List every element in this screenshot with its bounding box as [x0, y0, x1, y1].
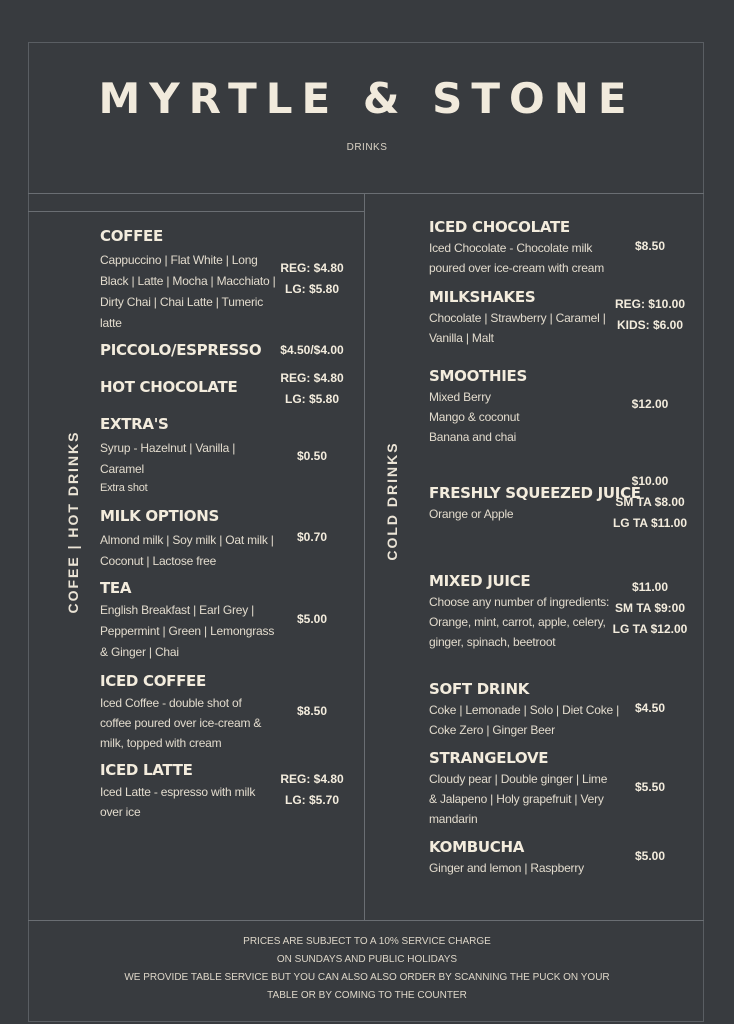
section-label-cold-drinks: COLD DRINKS [384, 441, 400, 561]
item-price: $5.00 [634, 849, 666, 863]
item-price: $4.50 [634, 701, 666, 715]
column-divider [364, 193, 365, 920]
item-desc-line: Ginger and lemon | Raspberry [429, 861, 584, 875]
item-name: SMOOTHIES [429, 367, 527, 385]
item-price: $5.00 [296, 612, 328, 626]
item-desc-line: Iced Chocolate - Chocolate milk [429, 241, 593, 255]
menu-item-iced-chocolate [429, 217, 604, 278]
menu-item-iced-coffee [100, 671, 261, 753]
item-desc-line: Coconut | Lactose free [100, 554, 217, 568]
item-price: REG: $4.80 LG: $5.80 [280, 261, 344, 296]
footer-line: ON SUNDAYS AND PUBLIC HOLIDAYS [276, 954, 458, 965]
header-divider [28, 193, 704, 194]
item-desc-line: mandarin [429, 812, 478, 826]
item-desc-line: Iced Latte - espresso with milk [100, 785, 256, 799]
footer-notice [0, 933, 734, 1005]
item-price: $5.50 [634, 780, 666, 794]
item-name: TEA [100, 579, 132, 597]
item-name: EXTRA'S [100, 415, 169, 433]
item-name: PICCOLO/ESPRESSO [100, 341, 262, 359]
menu-item-soft-drink [429, 679, 619, 740]
item-desc-line: Orange, mint, carrot, apple, celery, [429, 615, 606, 629]
item-price: $8.50 [634, 239, 666, 253]
item-price: $4.50/$4.00 [280, 343, 344, 357]
menu-item-tea [100, 578, 274, 663]
menu-subtitle: DRINKS [346, 142, 388, 153]
item-desc-line: ginger, spinach, beetroot [429, 635, 556, 649]
item-desc-line: Caramel [100, 462, 144, 476]
item-price: $0.50 [296, 449, 328, 463]
item-desc-line: Peppermint | Green | Lemongrass [100, 624, 275, 638]
item-desc-line: Vanilla | Malt [429, 331, 494, 345]
item-desc-line: Choose any number of ingredients: [429, 595, 610, 609]
item-desc-line: Coke Zero | Ginger Beer [429, 723, 555, 737]
item-price: $0.70 [296, 530, 328, 544]
footer-line: TABLE OR BY COMING TO THE COUNTER [267, 990, 467, 1001]
section-label-hot-drinks: COFEE | HOT DRINKS [65, 430, 81, 614]
item-note: Extra shot [100, 482, 148, 494]
item-desc-line: Iced Coffee - double shot of [100, 696, 242, 710]
item-name: FRESHLY SQUEEZED JUICE [429, 484, 641, 502]
item-price: REG: $4.80 LG: $5.80 [280, 371, 344, 406]
item-desc-line: Syrup - Hazelnut | Vanilla | [100, 441, 236, 455]
item-desc-line: Dirty Chai | Chai Latte | Tumeric [100, 295, 264, 309]
item-desc-line: & Ginger | Chai [100, 645, 179, 659]
item-name: STRANGELOVE [429, 749, 549, 767]
item-price: $12.00 [631, 397, 669, 411]
item-name: MILKSHAKES [429, 288, 536, 306]
footer-divider [28, 920, 704, 921]
item-name: MIXED JUICE [429, 572, 531, 590]
item-price: $8.50 [296, 704, 328, 718]
left-column-top-rule [28, 211, 364, 212]
item-name: SOFT DRINK [429, 680, 530, 698]
item-desc-line: Black | Latte | Mocha | Macchiato | [100, 274, 276, 288]
item-desc-line: poured over ice-cream with cream [429, 261, 605, 275]
item-desc-line: Almond milk | Soy milk | Oat milk | [100, 533, 274, 547]
item-desc-line: Chocolate | Strawberry | Caramel | [429, 311, 606, 325]
item-desc-line: milk, topped with cream [100, 736, 222, 750]
item-desc-line: Coke | Lemonade | Solo | Diet Coke | [429, 703, 620, 717]
menu-item-mixed-juice [429, 571, 609, 652]
item-desc-line: coffee poured over ice-cream & [100, 716, 262, 730]
item-name: COFFEE [100, 227, 163, 245]
item-desc-line: over ice [100, 805, 141, 819]
item-name: HOT CHOCOLATE [100, 378, 238, 396]
item-name: ICED COFFEE [100, 672, 206, 690]
footer-line: PRICES ARE SUBJECT TO A 10% SERVICE CHARGE [243, 936, 491, 947]
menu-item-kombucha [429, 837, 584, 878]
item-desc-line: Cappuccino | Flat White | Long [100, 253, 258, 267]
item-desc-line: Cloudy pear | Double ginger | Lime [429, 772, 608, 786]
item-desc-line: Orange or Apple [429, 507, 514, 521]
item-desc-line: & Jalapeno | Holy grapefruit | Very [429, 792, 604, 806]
item-desc-line: English Breakfast | Earl Grey | [100, 603, 255, 617]
item-price: REG: $10.00 KIDS: $6.00 [614, 297, 686, 332]
item-desc-line: Mango & coconut [429, 410, 520, 424]
item-name: ICED CHOCOLATE [429, 218, 570, 236]
item-name: ICED LATTE [100, 761, 193, 779]
item-desc-line: Banana and chai [429, 430, 517, 444]
item-name: MILK OPTIONS [100, 507, 219, 525]
menu-item-milk-options [100, 506, 274, 572]
item-price: $10.00 SM TA $8.00 LG TA $11.00 [612, 474, 688, 530]
item-name: KOMBUCHA [429, 838, 525, 856]
menu-item-smoothies [429, 366, 527, 447]
item-desc-line: latte [100, 316, 122, 330]
menu-item-extras [100, 414, 235, 496]
item-price: $11.00 SM TA $9:00 LG TA $12.00 [612, 580, 688, 636]
menu-title: MYRTLE & STONE [98, 74, 636, 123]
menu-item-hot-chocolate [100, 377, 237, 397]
footer-line: WE PROVIDE TABLE SERVICE BUT YOU CAN ALSO ALSO ORDER BY SCANNING THE PUCK ON YOUR [124, 972, 610, 983]
menu-item-strangelove [429, 748, 607, 829]
menu-item-coffee [100, 226, 276, 334]
menu-item-iced-latte [100, 760, 255, 822]
menu-item-milkshakes [429, 287, 606, 348]
menu-item-piccolo-espresso [100, 340, 261, 360]
item-price: REG: $4.80 LG: $5.70 [280, 772, 344, 807]
item-desc-line: Mixed Berry [429, 390, 491, 404]
